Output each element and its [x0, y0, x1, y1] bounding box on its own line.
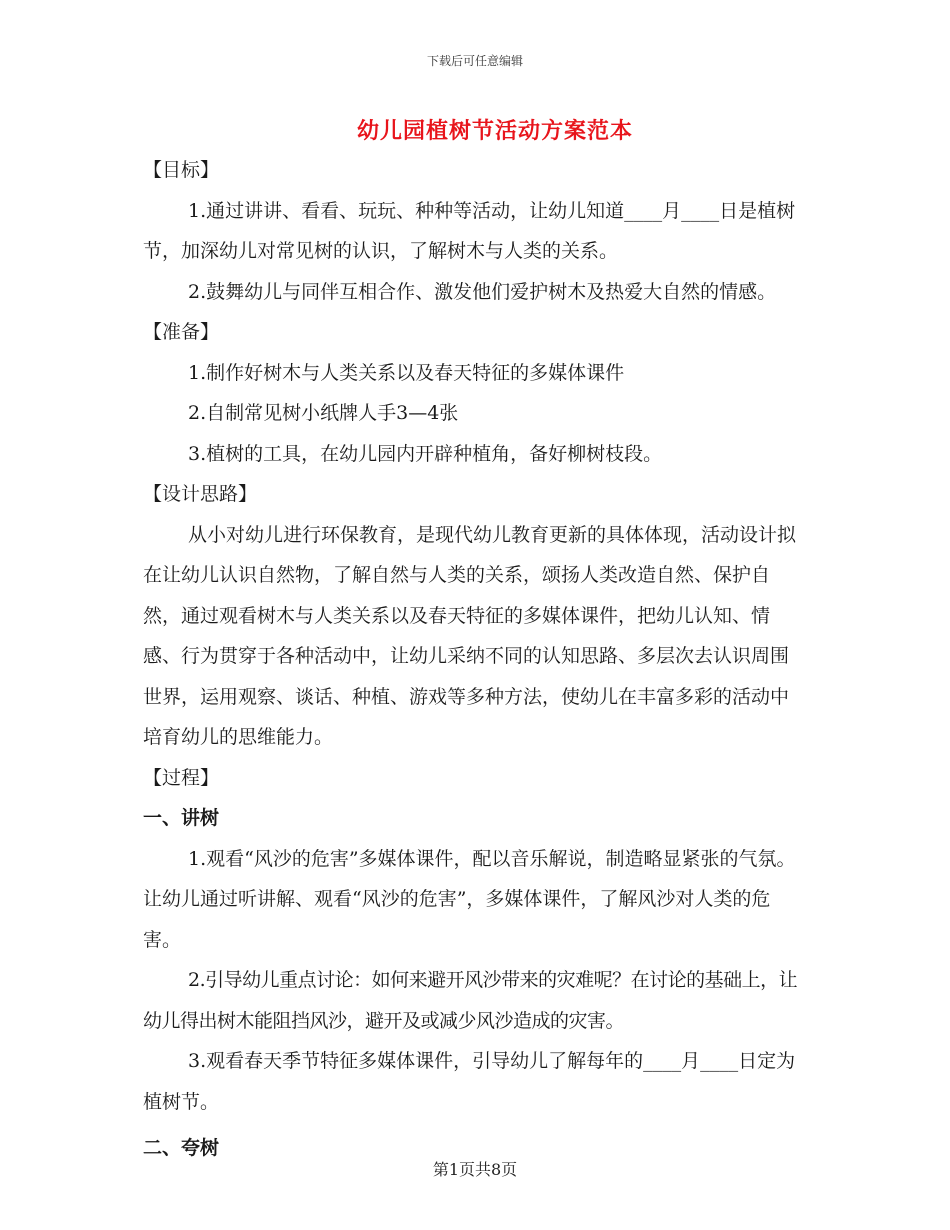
part2-heading: 二、夸树 — [143, 1137, 220, 1159]
goal-heading: 【目标】 — [143, 159, 220, 181]
part1-item-1: 1.观看“风沙的危害”多媒体课件，配以音乐解说，制造略显紧张的气氛。让幼儿通过听讲解、观看“风沙的危害”，多媒体课件，了解风沙对人类的危害。 — [143, 847, 796, 951]
part1-item-2: 2.引导幼儿重点讨论：如何来避开风沙带来的灾难呢？在讨论的基础上，让幼儿得出树木能阻挡风沙，避开及或减少风沙造成的灾害。 — [143, 969, 798, 1032]
design-paragraph: 从小对幼儿进行环保教育，是现代幼儿教育更新的具体体现，活动设计拟在让幼儿认识自然物，了解自然与人类的关系，颂扬人类改造自然、保护自然，通过观看树木与人类关系以及春天特征的多媒体课件，把幼儿认知、情感、行为贯穿于各种活动中，让幼儿采纳不同的认知思路、多层次去认识周围世界，运用观察、谈话、种植、游戏等多种方法，使幼儿在丰富多彩的活动中培育幼儿的思维能力。 — [143, 523, 797, 748]
part1-heading: 一、讲树 — [143, 807, 220, 829]
document-body — [143, 150, 803, 1169]
prep-item-2: 2.自制常见树小纸牌人手3—4张 — [188, 402, 459, 424]
design-heading: 【设计思路】 — [143, 483, 258, 505]
goal-item-1: 1.通过讲讲、看看、玩玩、种种等活动，让幼儿知道____月____日是植树节，加深幼儿对常见树的认识，了解树木与人类的关系。 — [143, 199, 796, 262]
prep-item-3: 3.植树的工具，在幼儿园内开辟种植角，备好柳树枝段。 — [188, 442, 663, 465]
document-title: 幼儿园植树节活动方案范本 — [356, 119, 633, 144]
goal-item-2: 2.鼓舞幼儿与同伴互相合作、激发他们爱护树木及热爱大自然的情感。 — [188, 280, 777, 303]
process-heading: 【过程】 — [143, 766, 220, 789]
prep-item-1: 1.制作好树木与人类关系以及春天特征的多媒体课件 — [188, 361, 625, 384]
prep-heading: 【准备】 — [143, 321, 220, 343]
page-footer: 第1页共8页 — [432, 1160, 518, 1179]
part1-item-3: 3.观看春天季节特征多媒体课件，引导幼儿了解每年的____月____日定为植树节。 — [143, 1050, 796, 1113]
page-header: 下载后可任意编辑 — [426, 54, 523, 68]
